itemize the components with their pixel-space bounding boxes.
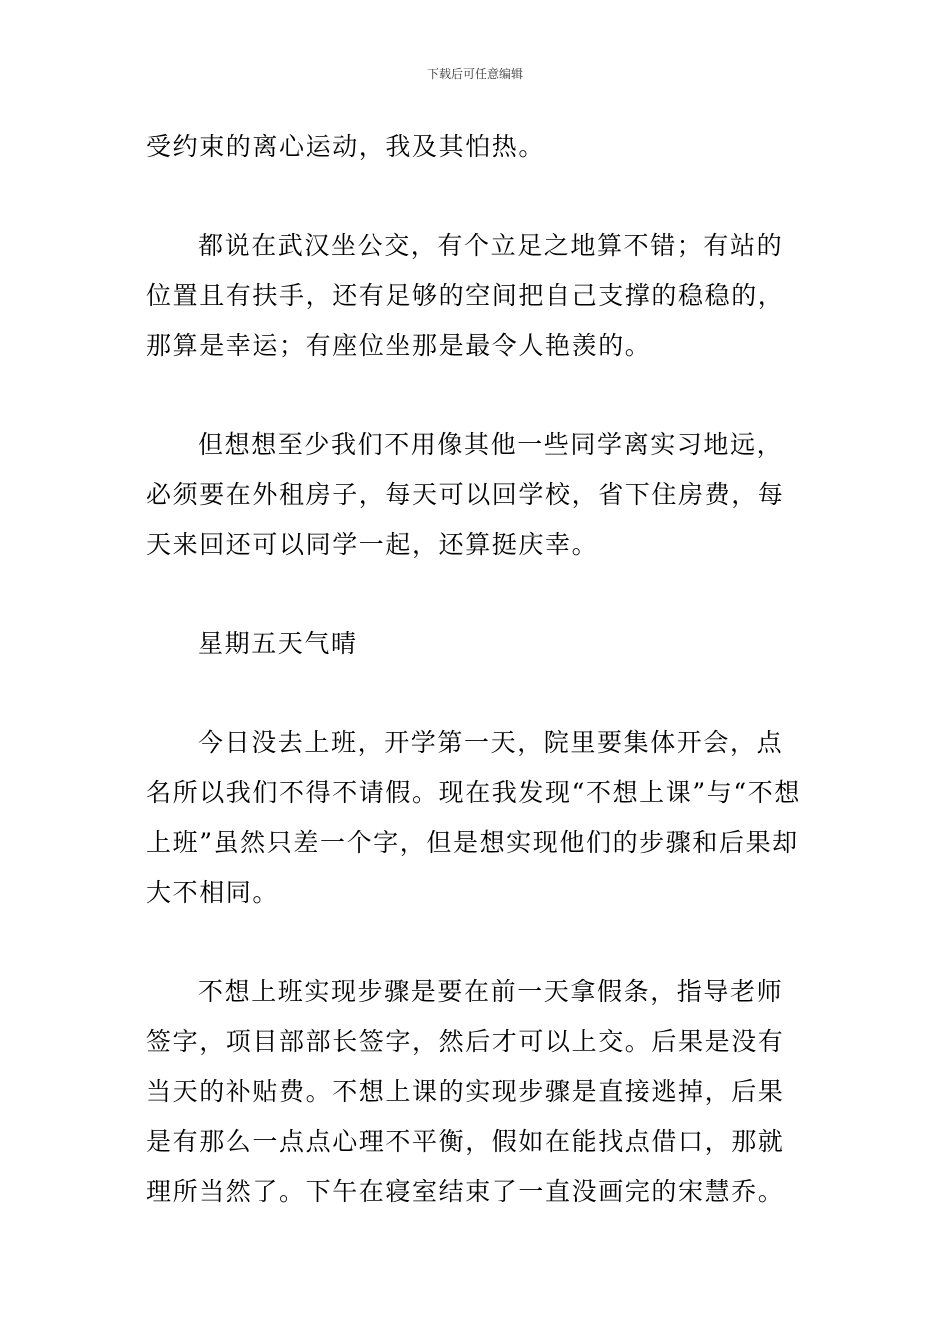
paragraph-bus-commute: 都说在武汉坐公交，有个立足之地算不错；有站的位置且有扶手，还有足够的空间把自己支撑的稳稳的，那算是幸运；有座位坐那是最令人艳羡的。: [146, 231, 785, 360]
paragraph-date-weather: 星期五天气晴: [198, 629, 358, 658]
paragraph-continuation: 受约束的离心运动，我及其怕热。: [146, 132, 546, 161]
header-note: 下载后可任意编辑: [426, 67, 523, 81]
paragraph-leave-steps: 不想上班实现步骤是要在前一天拿假条，指导老师签字，项目部部长签字，然后才可以上交。后果是没有当天的补贴费。不想上课的实现步骤是直接逃掉，后果是有那么一点点心理不平衡，假如在能找点借口，那就理所当然了。下午在寝室结束了一直没画完的宋慧乔。: [146, 977, 785, 1206]
paragraph-lucky-commute: 但想想至少我们不用像其他一些同学离实习地远，必须要在外租房子，每天可以回学校，省下住房费，每天来回还可以同学一起，还算挺庆幸。: [146, 430, 785, 559]
document-body: [146, 122, 808, 1266]
paragraph-school-meeting: 今日没去上班，开学第一天，院里要集体开会，点名所以我们不得不请假。现在我发现“不想上课”与“不想上班”虽然只差一个字，但是想实现他们的步骤和后果却大不相同。: [146, 728, 801, 907]
